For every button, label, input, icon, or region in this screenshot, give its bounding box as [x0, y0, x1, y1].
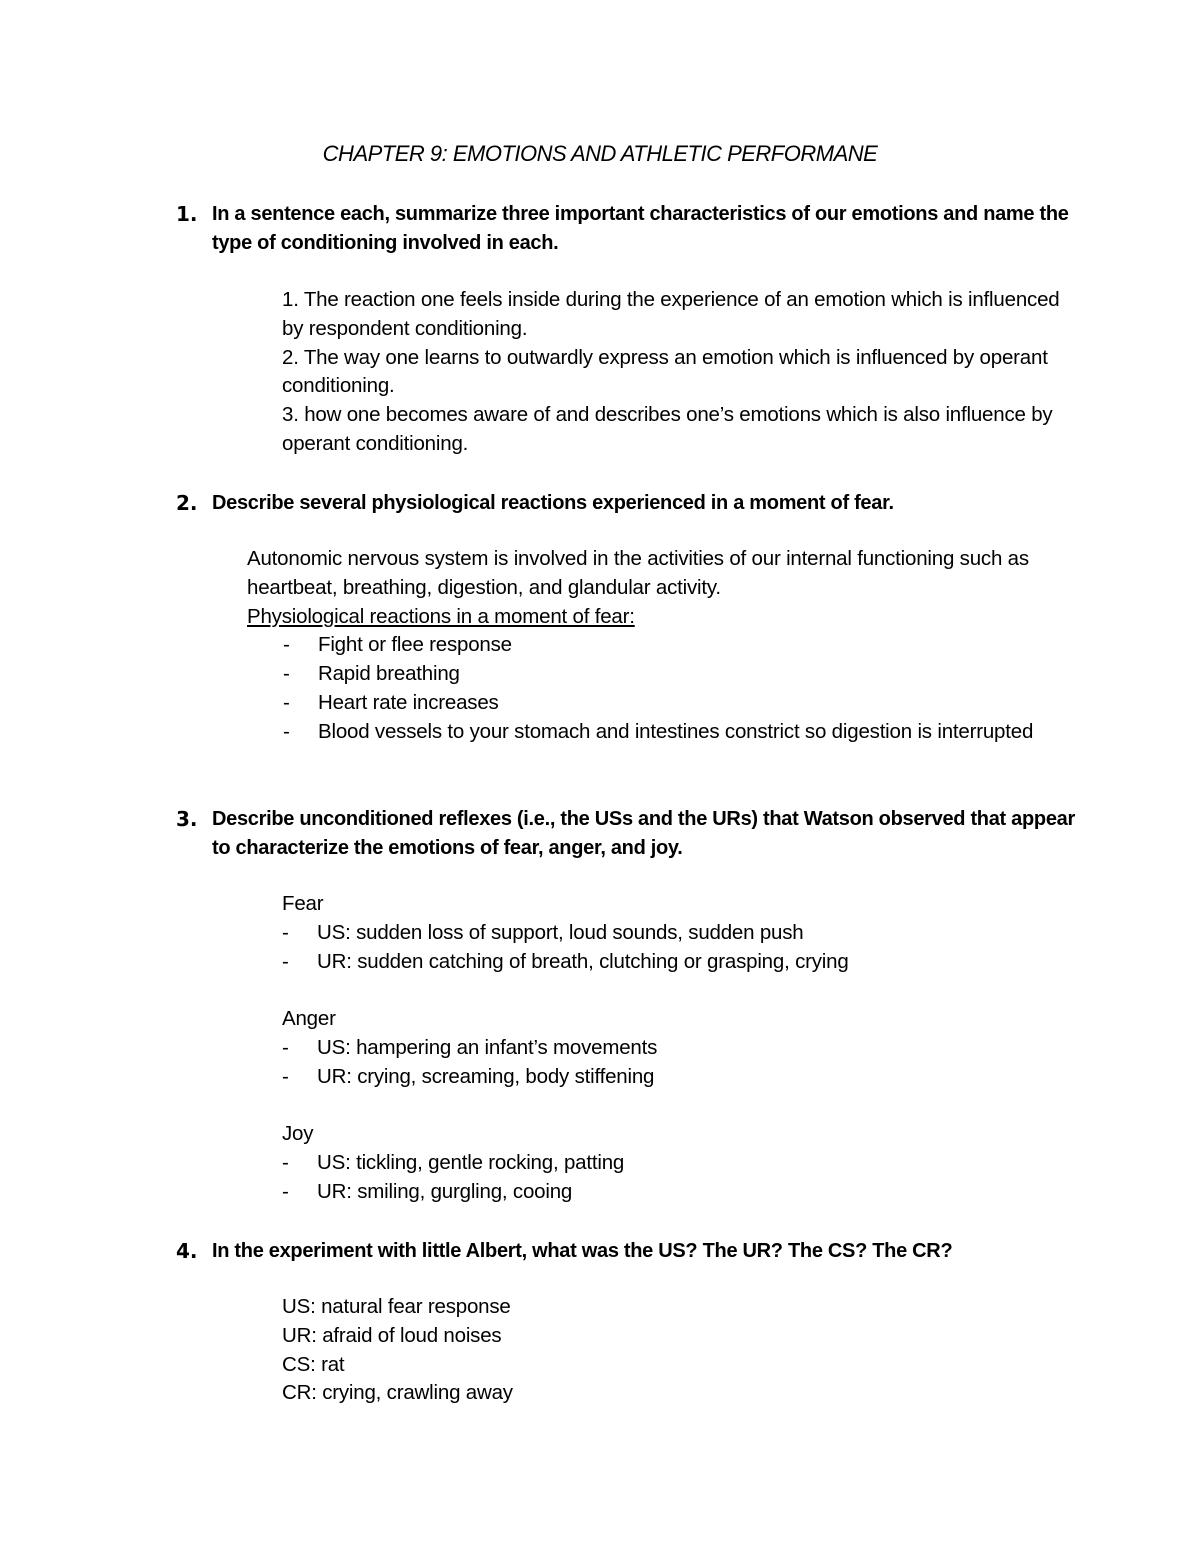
list-item: - UR: smiling, gurgling, cooing: [282, 1178, 1042, 1207]
list-item: - US: hampering an infant’s movements: [282, 1034, 1042, 1063]
answer-line: CS: rat: [282, 1352, 345, 1376]
question-text: Describe several physiological reactions experienced in a moment of fear.: [212, 492, 894, 514]
list-item: - US: tickling, gentle rocking, patting: [282, 1149, 1042, 1178]
question-text: In the experiment with little Albert, what was the US? The UR? The CS? The CR?: [212, 1240, 953, 1262]
answer-4: [282, 1293, 1042, 1408]
question-number: 4.: [176, 1239, 198, 1263]
list-item: - US: sudden loss of support, loud sounds, sudden push: [282, 919, 1042, 948]
answer-line: UR: afraid of loud noises: [282, 1323, 502, 1347]
answer-2: [247, 545, 1047, 747]
list-item: - Heart rate increases: [283, 689, 1047, 718]
question-1: [176, 200, 1076, 258]
question-4: [176, 1237, 1076, 1266]
group-label-anger: Anger: [282, 1007, 336, 1031]
answer-3: [282, 890, 1042, 1207]
anger-list: [282, 1034, 1042, 1092]
list-item: - Rapid breathing: [283, 660, 1047, 689]
page-title: CHAPTER 9: EMOTIONS AND ATHLETIC PERFORMANE: [322, 141, 878, 166]
list-item: - Blood vessels to your stomach and intestines constrict so digestion is interrupted: [283, 718, 1047, 747]
group-label-joy: Joy: [282, 1122, 314, 1146]
question-3: [176, 805, 1076, 863]
answer-subheading: Physiological reactions in a moment of fear:: [247, 604, 635, 628]
answer-line: CR: crying, crawling away: [282, 1381, 513, 1405]
question-number: 2.: [176, 491, 198, 515]
question-text: Describe unconditioned reflexes (i.e., the USs and the URs) that Watson observed that appear to characterize the emotions of fear, anger, and joy.: [212, 808, 1075, 859]
question-number: 3.: [176, 807, 198, 831]
answer-line: 1. The reaction one feels inside during the experience of an emotion which is influenced by respondent conditioning.: [282, 288, 1060, 340]
list-item: - UR: crying, screaming, body stiffening: [282, 1063, 1042, 1092]
answer-line: 3. how one becomes aware of and describes one’s emotions which is also influence by operant conditioning.: [282, 403, 1053, 455]
answer-intro: Autonomic nervous system is involved in the activities of our internal functioning such as heartbeat, breathing, digestion, and glandular activity.: [247, 547, 1029, 599]
question-2: [176, 489, 1076, 518]
question-text: In a sentence each, summarize three important characteristics of our emotions and name the type of conditioning involved in each.: [212, 203, 1069, 254]
question-number: 1.: [176, 202, 198, 226]
list-item: - Fight or flee response: [283, 631, 1047, 660]
group-label-fear: Fear: [282, 892, 324, 915]
answer-line: 2. The way one learns to outwardly express an emotion which is influenced by operant conditioning.: [282, 345, 1048, 398]
answer-line: US: natural fear response: [282, 1295, 511, 1318]
answer-1: [282, 286, 1062, 459]
list-item: - UR: sudden catching of breath, clutching or grasping, crying: [282, 948, 1042, 977]
fear-list: [282, 919, 1042, 977]
reaction-list: [283, 631, 1047, 746]
joy-list: [282, 1149, 1042, 1207]
